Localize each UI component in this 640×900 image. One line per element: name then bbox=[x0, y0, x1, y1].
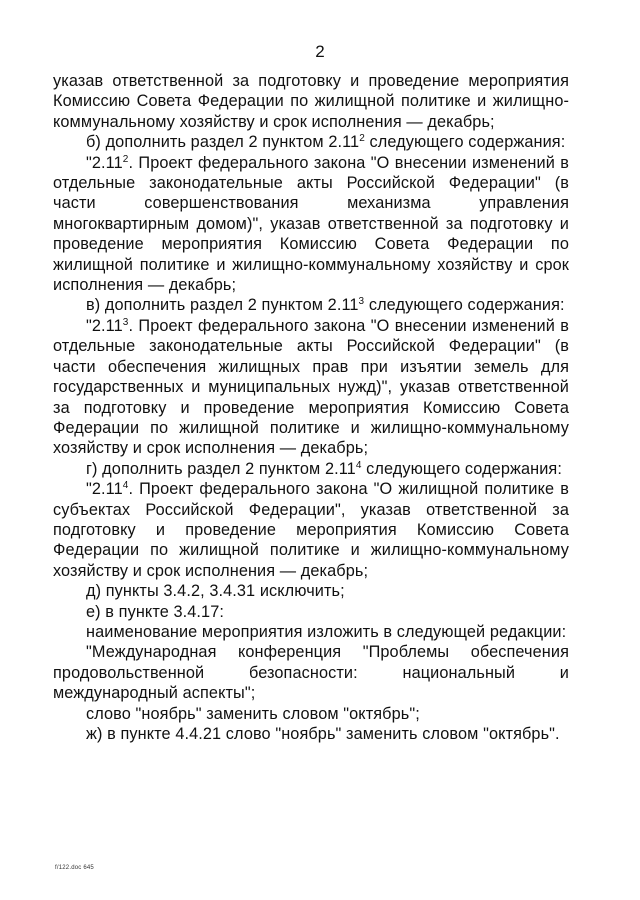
superscript: 4 bbox=[122, 480, 129, 492]
paragraph-text: ж) в пункте 4.4.21 слово "ноябрь" заменить словом "октябрь". bbox=[86, 725, 560, 743]
paragraph-1 bbox=[53, 71, 569, 132]
paragraph-text: б) дополнить раздел 2 пунктом 2.11 bbox=[86, 133, 360, 152]
paragraph-text: "2.11 bbox=[86, 153, 123, 172]
paragraph-text: слово "ноябрь" заменить словом "октябрь"; bbox=[86, 704, 420, 723]
paragraph-text: д) пункты 3.4.2, 3.4.31 исключить; bbox=[86, 582, 345, 601]
paragraph-naming bbox=[53, 622, 569, 642]
document-body bbox=[53, 71, 569, 744]
superscript: 2 bbox=[359, 133, 365, 145]
paragraph-e bbox=[53, 602, 569, 622]
paragraph-text: следующего содержания: bbox=[364, 133, 566, 152]
paragraph-v bbox=[53, 295, 569, 315]
paragraph-2-11-4 bbox=[53, 479, 569, 581]
paragraph-text: . Проект федерального закона "О внесении изменений в отдельные законодательные акты Российской Федерации" (в части обеспечения жилищных прав при изъятии земель для государственных и муниципальных нужд)", указав ответственной за подготовку и проведение мероприятия Комиссию Совета Федерации по жилищной политике и жилищно-коммунальному хозяйству и срок исполнения — декабрь; bbox=[53, 316, 569, 458]
page-number: 2 bbox=[315, 42, 325, 61]
paragraph-text: наименование мероприятия изложить в следующей редакции: bbox=[86, 622, 567, 641]
paragraph-text: е) в пункте 3.4.17: bbox=[86, 602, 224, 621]
paragraph-b bbox=[53, 132, 569, 152]
paragraph-text: "2.11 bbox=[86, 316, 123, 335]
superscript: 3 bbox=[358, 296, 365, 308]
paragraph-g bbox=[53, 459, 569, 479]
superscript: 2 bbox=[122, 153, 129, 165]
paragraph-text: . Проект федерального закона "О жилищной политике в субъектах Российской Федерации", указав ответственной за подготовку и проведение мероприятия Комиссию Совета Федерации по жилищной политике и жилищно-коммунальному хозяйству и срок исполнения — декабрь; bbox=[53, 480, 569, 580]
paragraph-2-11-3 bbox=[53, 316, 569, 459]
paragraph-text: следующего содержания: bbox=[364, 296, 565, 315]
paragraph-2-11-2 bbox=[53, 153, 569, 296]
paragraph-d bbox=[53, 581, 569, 601]
footer-file-ref: f/122.doc 645 bbox=[55, 865, 94, 871]
paragraph-text: "Международная конференция "Проблемы обеспечения продовольственной безопасности: национальный и международный аспекты"; bbox=[53, 643, 569, 703]
paragraph-conference bbox=[53, 642, 569, 703]
paragraph-text: г) дополнить раздел 2 пунктом 2.11 bbox=[86, 459, 356, 478]
paragraph-text: следующего содержания: bbox=[361, 459, 562, 478]
superscript: 4 bbox=[355, 459, 362, 471]
paragraph-text: указав ответственной за подготовку и проведение мероприятия Комиссию Совета Федерации по жилищной политике и жилищно-коммунальному хозяйству и срок исполнения — декабрь; bbox=[53, 72, 569, 131]
paragraph-text: "2.11 bbox=[86, 480, 123, 499]
paragraph-text: . Проект федерального закона "О внесении изменений в отдельные законодательные акты Российской Федерации" (в части совершенствования механизма управления многоквартирным домом)", указав ответственной за подготовку и проведение мероприятия Комиссию Совета Федерации по жилищной политике и жилищно-коммунальному хозяйству и срок исполнения — декабрь; bbox=[53, 153, 569, 295]
paragraph-word-replace bbox=[53, 704, 569, 724]
paragraph-zh bbox=[53, 724, 569, 744]
paragraph-text: в) дополнить раздел 2 пунктом 2.11 bbox=[86, 296, 359, 315]
superscript: 3 bbox=[122, 316, 129, 328]
